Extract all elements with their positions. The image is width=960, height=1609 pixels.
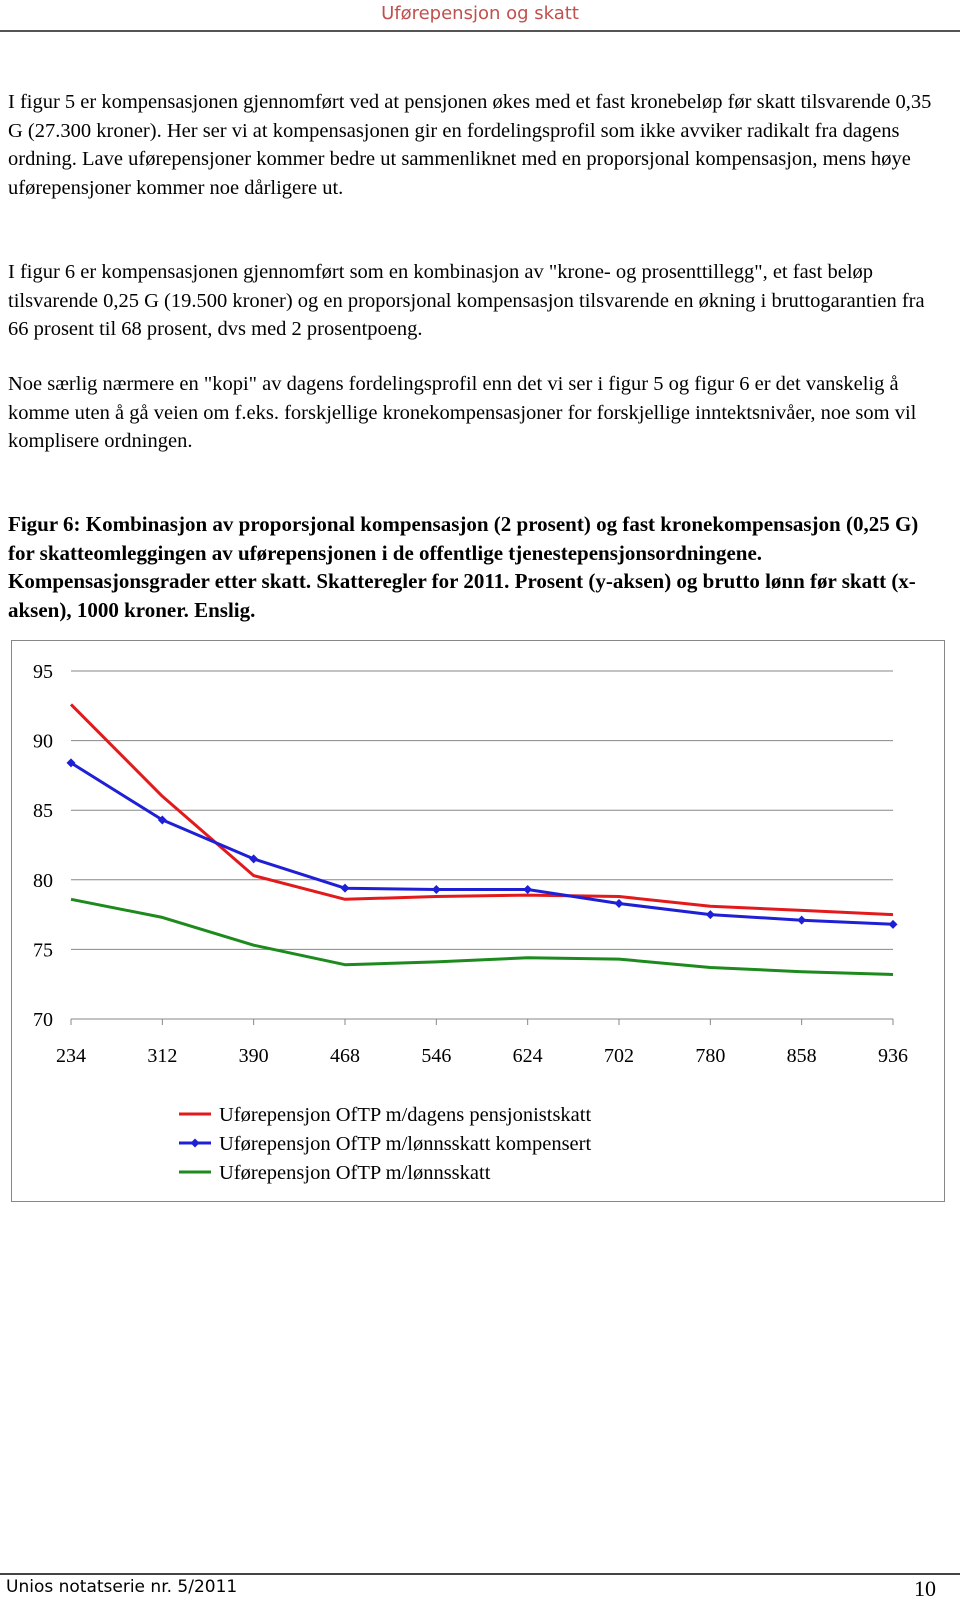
y-tick-label: 70	[33, 1009, 53, 1031]
series-line-3	[71, 899, 893, 974]
paragraph-copy-profile: Noe særlig nærmere en "kopi" av dagens fordelingsprofil enn det vi ser i figur 5 og figur 6 er det vanskelig å komme uten å gå veien om f.eks. forskjellige kronekompensasjoner for forskjellige inntektsnivåer, noe som vil komplisere ordningen.	[8, 373, 917, 452]
y-tick-label: 90	[33, 730, 53, 753]
line-chart	[11, 640, 945, 1202]
x-tick-label: 234	[56, 1045, 86, 1067]
x-tick-label: 390	[238, 1045, 269, 1067]
legend-label-2: Uførepensjon OfTP m/lønnsskatt kompensert	[219, 1133, 592, 1155]
legend-label-1: Uførepensjon OfTP m/dagens pensjonistskatt	[219, 1104, 592, 1126]
series-line-1	[71, 704, 893, 914]
data-point-marker	[889, 920, 898, 929]
x-tick-label: 936	[878, 1045, 908, 1067]
data-point-marker	[706, 910, 715, 919]
data-point-marker	[249, 854, 258, 863]
data-point-marker	[341, 884, 350, 893]
data-point-marker	[615, 899, 624, 908]
data-point-marker	[432, 885, 441, 894]
x-tick-label: 468	[330, 1045, 360, 1067]
paragraph-figure5: I figur 5 er kompensasjonen gjennomført ved at pensjonen økes med et fast kronebeløp før skatt tilsvarende 0,35 G (27.300 kroner). Her ser vi at kompensasjonen gir en fordelingsprofil som ikke avviker radikalt fra dagens ordning. Lave uførepensjoner kommer bedre ut sammenliknet med en proporsjonal kompensasjon, mens høye uførepensjoner kommer noe dårligere ut.	[8, 91, 932, 199]
y-tick-label: 85	[33, 800, 53, 823]
paragraph-figure6: I figur 6 er kompensasjonen gjennomført som en kombinasjon av "krone- og prosenttillegg", et fast beløp tilsvarende 0,25 G (19.500 kroner) og en proporsjonal kompensasjon tilsvarende en økning i bruttogarantien fra 66 prosent til 68 prosent, dvs med 2 prosentpoeng.	[8, 261, 925, 340]
figure-caption: Figur 6: Kombinasjon av proporsjonal kompensasjon (2 prosent) og fast kronekompensasjon (0,25 G) for skatteomleggingen av uførepensjonen i de offentlige tjenestepensjonsordningene. Kompensasjonsgrader etter skatt. Skatteregler for 2011. Prosent (y-aksen) og brutto lønn før skatt (x-aksen), 1000 kroner. Enslig.	[8, 512, 919, 622]
x-tick-label: 858	[786, 1045, 817, 1067]
chart-canvas	[12, 641, 946, 1203]
series-line-2	[71, 763, 893, 924]
footer-series-label: Unios notatserie nr. 5/2011	[6, 1577, 238, 1597]
y-tick-label: 95	[33, 661, 53, 683]
x-tick-label: 624	[512, 1045, 543, 1067]
data-point-marker	[523, 885, 532, 894]
x-tick-label: 312	[147, 1045, 178, 1067]
page-number: 10	[914, 1576, 936, 1601]
x-tick-label: 546	[421, 1045, 452, 1067]
y-tick-label: 75	[33, 939, 53, 962]
data-point-marker	[797, 916, 806, 925]
legend-label-3: Uførepensjon OfTP m/lønnsskatt	[219, 1162, 491, 1184]
y-tick-label: 80	[33, 869, 53, 892]
running-header: Uførepensjon og skatt	[381, 3, 579, 24]
header-divider	[0, 30, 960, 32]
x-tick-label: 780	[695, 1045, 726, 1067]
legend-marker	[191, 1139, 200, 1148]
x-tick-label: 702	[604, 1045, 634, 1067]
